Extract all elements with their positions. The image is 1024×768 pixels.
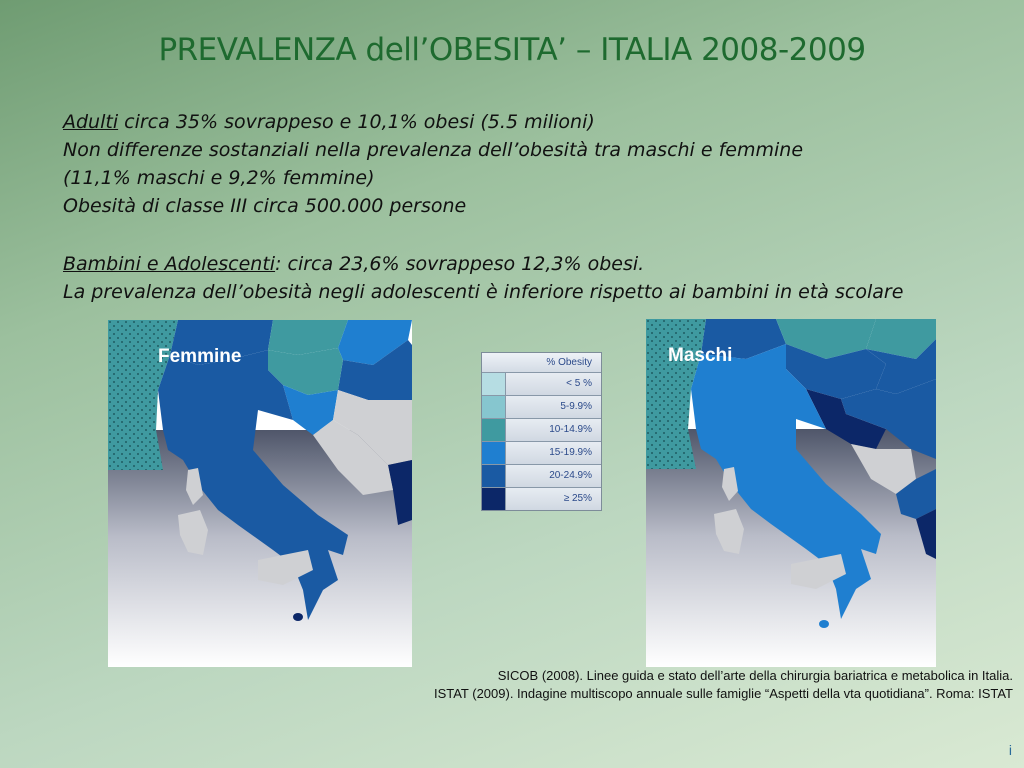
- legend-swatch: [482, 373, 506, 395]
- adults-paragraph: [63, 108, 803, 220]
- adults-label: Adulti: [63, 111, 119, 133]
- legend-row: [482, 419, 601, 442]
- page-marker: i: [1008, 742, 1012, 758]
- legend-row: [482, 373, 601, 396]
- legend-row: [482, 465, 601, 488]
- legend-label: 15-19.9%: [506, 442, 601, 464]
- legend-swatch: [482, 465, 506, 487]
- reference-1: SICOB (2008). Linee guida e stato dell’arte della chirurgia bariatrica e metabolica in Italia.: [497, 668, 1013, 683]
- adults-line-3: (11,1% maschi e 9,2% femmine): [63, 167, 375, 189]
- female-obesity-map: [108, 320, 412, 667]
- legend-row: [482, 488, 601, 510]
- legend-label: 5-9.9%: [506, 396, 601, 418]
- adults-line-4: Obesità di classe III circa 500.000 persone: [63, 195, 467, 217]
- children-paragraph: [63, 250, 903, 306]
- legend-label: 20-24.9%: [506, 465, 601, 487]
- adults-line-1: circa 35% sovrappeso e 10,1% obesi (5.5 milioni): [118, 111, 595, 133]
- children-line-1: : circa 23,6% sovrappeso 12,3% obesi.: [275, 253, 645, 275]
- slide-title: PREVALENZA dell’OBESITA’ – ITALIA 2008-2009: [158, 32, 866, 68]
- legend-swatch: [482, 488, 506, 510]
- children-line-2: La prevalenza dell’obesità negli adolescenti è inferiore rispetto ai bambini in età scolare: [63, 281, 904, 303]
- children-label: Bambini e Adolescenti: [63, 253, 276, 275]
- legend-label: < 5 %: [506, 373, 601, 395]
- obesity-legend: [481, 352, 602, 511]
- legend-row: [482, 396, 601, 419]
- legend-swatch: [482, 419, 506, 441]
- adults-line-2: Non differenze sostanziali nella prevalenza dell’obesità tra maschi e femmine: [63, 139, 804, 161]
- legend-row: [482, 442, 601, 465]
- reference-2: ISTAT (2009). Indagine multiscopo annuale sulle famiglie “Aspetti della vta quotidiana”. Roma: ISTAT: [433, 686, 1013, 701]
- legend-label: ≥ 25%: [506, 488, 601, 510]
- legend-swatch: [482, 442, 506, 464]
- legend-label: 10-14.9%: [506, 419, 601, 441]
- male-obesity-map: [646, 319, 936, 667]
- female-map-label: Femmine: [158, 346, 242, 367]
- male-map-label: Maschi: [668, 345, 733, 366]
- legend-swatch: [482, 396, 506, 418]
- legend-header: % Obesity: [482, 353, 601, 373]
- references: [434, 667, 1013, 703]
